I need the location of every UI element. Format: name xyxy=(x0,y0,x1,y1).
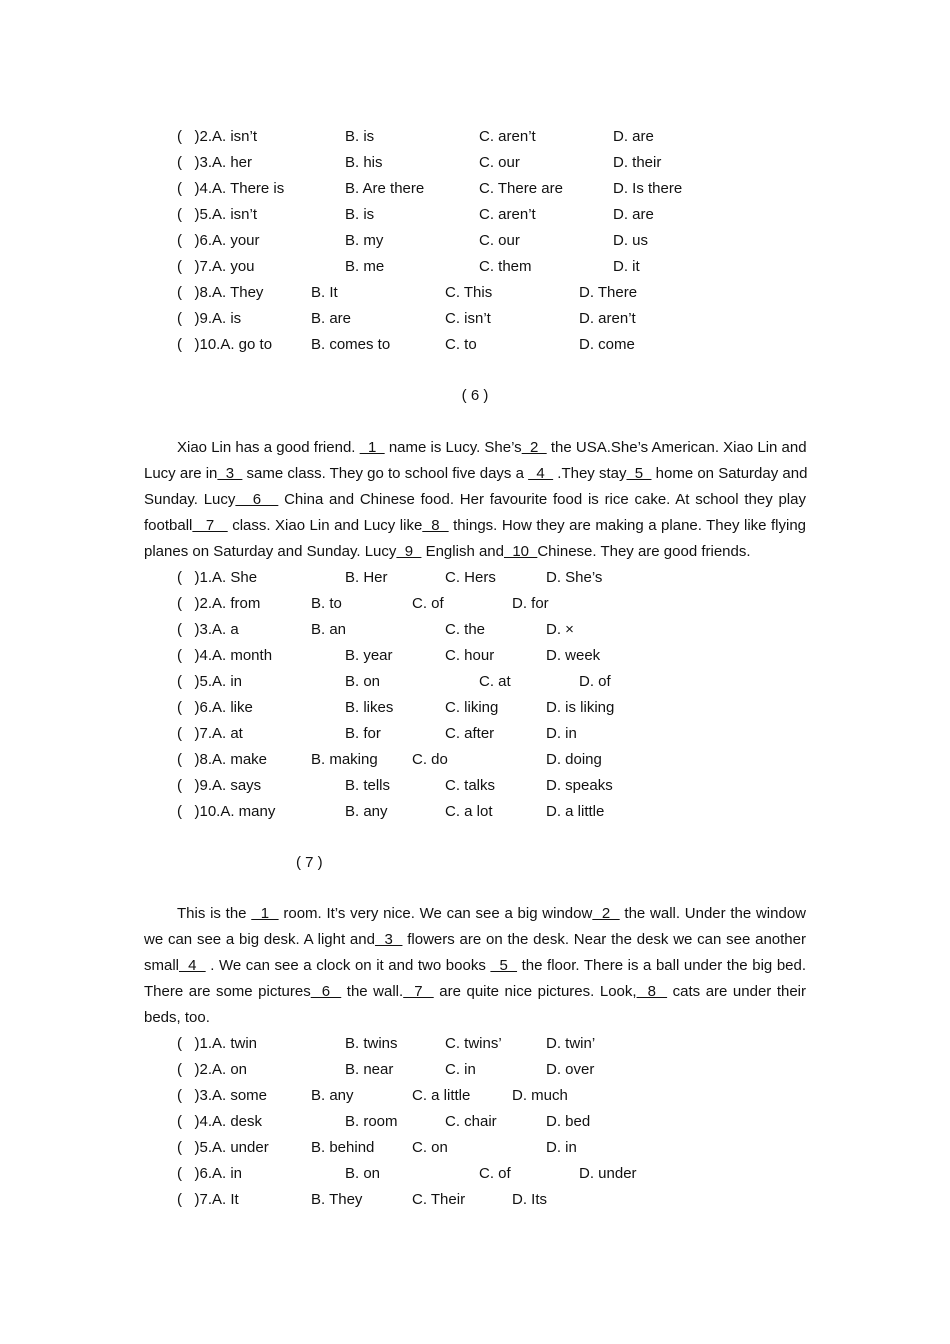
question-row xyxy=(0,643,950,669)
option-b: B. on xyxy=(345,673,381,690)
blank-8: 8 xyxy=(422,517,449,534)
option-c: C. them xyxy=(479,258,532,275)
question-stem: ( )9.A. is xyxy=(177,310,242,327)
option-d: D. Its xyxy=(512,1191,548,1208)
blank-3: 3 xyxy=(217,465,243,482)
option-b: B. year xyxy=(345,647,393,664)
option-b: B. behind xyxy=(311,1139,375,1156)
option-d: D. is liking xyxy=(546,699,615,716)
option-c: C. hour xyxy=(445,647,495,664)
question-row xyxy=(0,617,950,643)
passage-text: . We can see a clock on it and two books xyxy=(205,957,491,974)
option-d: D. She’s xyxy=(546,569,603,586)
option-d: D. in xyxy=(546,725,577,742)
option-c: C. a little xyxy=(412,1087,471,1104)
blank-2: 2 xyxy=(521,439,547,456)
option-c: C. twins’ xyxy=(445,1035,502,1052)
passage-text: room. It’s very nice. We can see a big window xyxy=(278,905,593,922)
question-stem: ( )3.A. her xyxy=(177,154,253,171)
blank-5: 5 xyxy=(490,957,518,974)
passage-text: the USA.She’s American. Xiao Lin and xyxy=(546,439,807,456)
option-d: D. much xyxy=(512,1087,568,1104)
blank-9: 9 xyxy=(396,543,422,560)
question-row xyxy=(0,1057,950,1083)
blank-1: 1 xyxy=(251,905,279,922)
question-stem: ( )3.A. a xyxy=(177,621,239,638)
blank-6: 6 xyxy=(235,491,279,508)
passage-text: the wall. Under the window xyxy=(619,905,806,922)
blank-10: 10 xyxy=(503,543,538,560)
passage-line xyxy=(144,435,806,461)
option-c: C. aren’t xyxy=(479,128,536,145)
question-row xyxy=(0,1031,950,1057)
option-b: B. twins xyxy=(345,1035,398,1052)
question-row xyxy=(0,721,950,747)
question-stem: ( )8.A. They xyxy=(177,284,264,301)
option-d: D. their xyxy=(613,154,662,171)
passage-line xyxy=(144,979,806,1005)
option-d: D. are xyxy=(613,206,654,223)
question-stem: ( )6.A. your xyxy=(177,232,260,249)
option-c: C. liking xyxy=(445,699,499,716)
option-c: C. Hers xyxy=(445,569,496,586)
option-d: D. aren’t xyxy=(579,310,636,327)
option-b: B. his xyxy=(345,154,383,171)
option-c: C. isn’t xyxy=(445,310,491,327)
question-row xyxy=(0,565,950,591)
question-stem: ( )5.A. under xyxy=(177,1139,269,1156)
question-row xyxy=(0,591,950,617)
section-6-heading: ( 6 ) xyxy=(461,387,489,404)
passage-text: Chinese. They are good friends. xyxy=(537,543,751,560)
option-b: B. an xyxy=(311,621,347,638)
option-b: B. making xyxy=(311,751,378,768)
section-7-heading: ( 7 ) xyxy=(296,854,323,871)
passage-line xyxy=(144,539,806,565)
question-stem: ( )4.A. desk xyxy=(177,1113,263,1130)
question-stem: ( )7.A. you xyxy=(177,258,255,275)
question-row xyxy=(0,773,950,799)
question-row xyxy=(0,1187,950,1213)
option-c: C. our xyxy=(479,232,520,249)
question-stem: ( )4.A. There is xyxy=(177,180,285,197)
option-c: C. on xyxy=(412,1139,448,1156)
option-d: D. speaks xyxy=(546,777,613,794)
passage-text: same class. They go to school five days a xyxy=(242,465,529,482)
blank-8: 8 xyxy=(636,983,668,1000)
option-b: B. Are there xyxy=(345,180,425,197)
question-row xyxy=(0,695,950,721)
question-stem: ( )6.A. like xyxy=(177,699,253,716)
option-d: D. under xyxy=(579,1165,637,1182)
passage-line xyxy=(144,901,806,927)
question-row xyxy=(0,1161,950,1187)
blank-6: 6 xyxy=(310,983,342,1000)
question-row xyxy=(0,124,950,150)
passage-text: English and xyxy=(421,543,504,560)
option-c: C. a lot xyxy=(445,803,493,820)
question-row xyxy=(0,1083,950,1109)
option-b: B. any xyxy=(345,803,388,820)
blank-7: 7 xyxy=(403,983,434,1000)
option-d: D. in xyxy=(546,1139,577,1156)
option-b: B. near xyxy=(345,1061,394,1078)
option-d: D. come xyxy=(579,336,635,353)
question-row xyxy=(0,176,950,202)
question-stem: ( )5.A. in xyxy=(177,673,243,690)
question-stem: ( )7.A. at xyxy=(177,725,243,742)
option-b: B. to xyxy=(311,595,342,612)
question-stem: ( )3.A. some xyxy=(177,1087,268,1104)
option-c: C. after xyxy=(445,725,495,742)
blank-7: 7 xyxy=(192,517,228,534)
question-row xyxy=(0,202,950,228)
option-b: B. me xyxy=(345,258,385,275)
passage-text: This is the xyxy=(177,905,252,922)
blank-5: 5 xyxy=(626,465,652,482)
option-b: B. my xyxy=(345,232,384,249)
blank-3: 3 xyxy=(374,931,403,948)
passage-line xyxy=(144,487,806,513)
option-c: C. There are xyxy=(479,180,563,197)
question-stem: ( )8.A. make xyxy=(177,751,268,768)
blank-2: 2 xyxy=(592,905,620,922)
question-stem: ( )6.A. in xyxy=(177,1165,243,1182)
passage-text: Sunday. Lucy xyxy=(144,491,236,508)
option-d: D. over xyxy=(546,1061,595,1078)
question-row xyxy=(0,228,950,254)
option-d: D. doing xyxy=(546,751,602,768)
question-stem: ( )5.A. isn’t xyxy=(177,206,258,223)
passage-line xyxy=(144,953,806,979)
passage-line xyxy=(144,927,806,953)
option-c: C. Their xyxy=(412,1191,466,1208)
option-d: D. a little xyxy=(546,803,605,820)
question-row xyxy=(0,254,950,280)
passage-text: China and Chinese food. Her favourite food is rice cake. At school they play xyxy=(278,491,806,508)
option-c: C. our xyxy=(479,154,520,171)
question-stem: ( )2.A. isn’t xyxy=(177,128,258,145)
question-stem: ( )9.A. says xyxy=(177,777,262,794)
option-d: D. twin’ xyxy=(546,1035,596,1052)
option-b: B. They xyxy=(311,1191,363,1208)
question-stem: ( )10.A. go to xyxy=(177,336,273,353)
passage-text: things. How they are making a plane. They like flying xyxy=(448,517,807,534)
blank-1: 1 xyxy=(359,439,385,456)
passage-text: name is Lucy. She’s xyxy=(384,439,522,456)
option-d: D. There xyxy=(579,284,638,301)
passage-text: flowers are on the desk. Near the desk we can see another xyxy=(402,931,806,948)
passage-text: Lucy are in xyxy=(144,465,218,482)
question-stem: ( )1.A. She xyxy=(177,569,258,586)
question-row xyxy=(0,280,950,306)
passage-text: we can see a big desk. A light and xyxy=(144,931,375,948)
blank-4: 4 xyxy=(179,957,206,974)
option-c: C. chair xyxy=(445,1113,497,1130)
passage-text: cats are under their xyxy=(667,983,807,1000)
question-stem: ( )2.A. on xyxy=(177,1061,248,1078)
option-c: C. of xyxy=(412,595,444,612)
passage-text: small xyxy=(144,957,180,974)
option-b: B. on xyxy=(345,1165,381,1182)
option-c: C. at xyxy=(479,673,511,690)
option-c: C. do xyxy=(412,751,448,768)
passage-text: planes on Saturday and Sunday. Lucy xyxy=(144,543,397,560)
option-d: D. us xyxy=(613,232,649,249)
passage-line xyxy=(144,461,806,487)
option-c: C. aren’t xyxy=(479,206,536,223)
passage-text: football xyxy=(144,517,193,534)
passage-text: the floor. There is a ball under the big bed. xyxy=(517,957,807,974)
passage-text: There are some pictures xyxy=(144,983,311,1000)
option-d: D. bed xyxy=(546,1113,591,1130)
blank-4: 4 xyxy=(528,465,554,482)
option-b: B. is xyxy=(345,128,375,145)
question-row xyxy=(0,747,950,773)
passage-text: .They stay xyxy=(553,465,627,482)
option-b: B. any xyxy=(311,1087,354,1104)
option-c: C. in xyxy=(445,1061,476,1078)
passage-text: Xiao Lin has a good friend. xyxy=(177,439,360,456)
option-c: C. This xyxy=(445,284,493,301)
option-b: B. It xyxy=(311,284,338,301)
section-6-passage xyxy=(144,435,806,565)
question-stem: ( )4.A. month xyxy=(177,647,273,664)
option-b: B. Her xyxy=(345,569,388,586)
question-row xyxy=(0,1135,950,1161)
option-b: B. is xyxy=(345,206,375,223)
question-row xyxy=(0,799,950,825)
option-d: D. are xyxy=(613,128,654,145)
option-b: B. comes to xyxy=(311,336,391,353)
option-d: D. week xyxy=(546,647,601,664)
option-c: C. of xyxy=(479,1165,511,1182)
option-d: D. × xyxy=(546,621,574,638)
option-b: B. tells xyxy=(345,777,391,794)
question-row xyxy=(0,1109,950,1135)
option-b: B. for xyxy=(345,725,381,742)
passage-text: are quite nice pictures. Look, xyxy=(433,983,637,1000)
question-row xyxy=(0,150,950,176)
option-c: C. the xyxy=(445,621,486,638)
passage-line xyxy=(144,1005,806,1031)
question-stem: ( )2.A. from xyxy=(177,595,261,612)
option-b: B. room xyxy=(345,1113,398,1130)
passage-text: class. Xiao Lin and Lucy like xyxy=(227,517,423,534)
option-d: D. Is there xyxy=(613,180,683,197)
option-c: C. to xyxy=(445,336,477,353)
option-c: C. talks xyxy=(445,777,496,794)
question-row xyxy=(0,306,950,332)
option-d: D. of xyxy=(579,673,611,690)
option-d: D. for xyxy=(512,595,549,612)
section-7-passage xyxy=(144,901,806,1031)
question-stem: ( )10.A. many xyxy=(177,803,276,820)
passage-text: beds, too. xyxy=(144,1009,210,1026)
option-d: D. it xyxy=(613,258,640,275)
question-row xyxy=(0,669,950,695)
question-stem: ( )1.A. twin xyxy=(177,1035,258,1052)
question-row xyxy=(0,332,950,358)
passage-text: home on Saturday and xyxy=(651,465,808,482)
passage-text: the wall. xyxy=(341,983,404,1000)
question-stem: ( )7.A. It xyxy=(177,1191,239,1208)
option-b: B. are xyxy=(311,310,352,327)
passage-line xyxy=(144,513,806,539)
option-b: B. likes xyxy=(345,699,394,716)
